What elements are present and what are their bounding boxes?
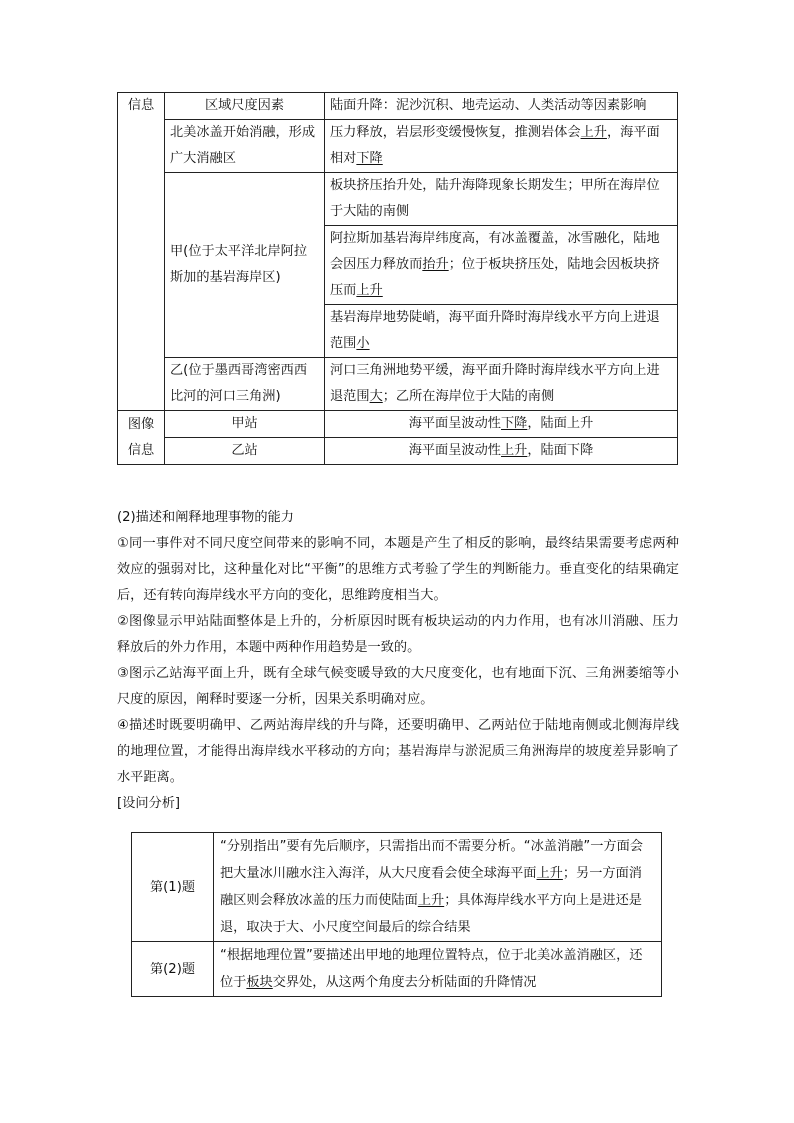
table-row xyxy=(132,942,662,997)
ice-region-cell: 北美冰盖开始消融，形成广大消融区 xyxy=(165,120,325,173)
table-row xyxy=(118,358,678,411)
yi-effect-cell: 河口三角洲地势平缓，海平面升降时海岸线水平方向上进退范围大；乙所在海岸位于大陆的南侧 xyxy=(325,358,678,411)
question-2-text: “根据地理位置”要描述出甲地的地理位置特点，位于北美冰盖消融区，还位于板块交界处，从这两个角度去分析陆面的升降情况 xyxy=(214,942,662,997)
question-1-label: 第(1)题 xyxy=(132,833,214,942)
table-row xyxy=(118,93,678,120)
info-label-cell xyxy=(118,93,165,411)
analysis-heading: (2)描述和阐释地理事物的能力 xyxy=(117,510,294,525)
analysis-paragraph-2: ②图像显示甲站陆面整体是上升的，分析原因时既有板块运动的内力作用，也有冰川消融、压力释放后的外力作用，本题中两种作用趋势是一致的。 xyxy=(117,614,679,655)
section-heading: [设问分析] xyxy=(117,796,181,811)
analysis-paragraph-4: ④描述时既要明确甲、乙两站海岸线的升与降，还要明确甲、乙两站位于陆地南侧或北侧海岸线的地理位置，才能得出海岸线水平移动的方向；基岩海岸与淤泥质三角洲海岸的坡度差异影响了水平距离。 xyxy=(117,718,679,785)
table-row xyxy=(132,833,662,942)
jia-effect-3: 基岩海岸地势陡峭，海平面升降时海岸线水平方向上进退范围小 xyxy=(325,305,678,358)
question-2-label: 第(2)题 xyxy=(132,942,214,997)
station-yi-trend: 海平面呈波动性上升，陆面下降 xyxy=(325,438,678,465)
analysis-paragraph-3: ③图示乙站海平面上升，既有全球气候变暖导致的大尺度变化，也有地面下沉、三角洲萎缩等小尺度的原因，阐释时要逐一分析，因果关系明确对应。 xyxy=(117,666,679,707)
question-analysis-table xyxy=(131,832,662,997)
table-row xyxy=(118,438,678,465)
image-info-cell: 图像 信息 xyxy=(118,411,165,465)
jia-region-cell: 甲(位于太平洋北岸阿拉斯加的基岩海岸区) xyxy=(165,173,325,358)
station-jia-name: 甲站 xyxy=(165,411,325,438)
analysis-section xyxy=(117,505,679,817)
question-1-text: “分别指出”要有先后顺序，只需指出而不需要分析。“冰盖消融”一方面会把大量冰川融水注入海洋，从大尺度看会使全球海平面上升；另一方面消融区则会释放冰盖的压力而使陆面上升；具体海岸线水平方向上是进还是退，取决于大、小尺度空间最后的综合结果 xyxy=(214,833,662,942)
yi-region-cell: 乙(位于墨西哥湾密西西比河的河口三角洲) xyxy=(165,358,325,411)
region-scale-table xyxy=(117,92,678,465)
table-row xyxy=(118,173,678,226)
header-scale-factor: 区域尺度因素 xyxy=(165,93,325,120)
station-yi-name: 乙站 xyxy=(165,438,325,465)
table-row xyxy=(118,411,678,438)
analysis-paragraph-1: ①同一事件对不同尺度空间带来的影响不同，本题是产生了相反的影响，最终结果需要考虑两种效应的强弱对比，这种量化对比“平衡”的思维方式考验了学生的判断能力。垂直变化的结果确定后，还有转向海岸线水平方向的变化，思维跨度相当大。 xyxy=(117,536,679,603)
header-land-change: 陆面升降：泥沙沉积、地壳运动、人类活动等因素影响 xyxy=(325,93,678,120)
ice-effect-cell: 压力释放，岩层形变缓慢恢复，推测岩体会上升，海平面相对下降 xyxy=(325,120,678,173)
jia-effect-1: 板块挤压抬升处，陆升海降现象长期发生；甲所在海岸位于大陆的南侧 xyxy=(325,173,678,226)
jia-effect-2: 阿拉斯加基岩海岸纬度高，有冰盖覆盖，冰雪融化，陆地会因压力释放而抬升；位于板块挤压处，陆地会因板块挤压而上升 xyxy=(325,226,678,305)
table-row xyxy=(118,120,678,173)
info-label: 信息 xyxy=(127,98,155,113)
station-jia-trend: 海平面呈波动性下降，陆面上升 xyxy=(325,411,678,438)
